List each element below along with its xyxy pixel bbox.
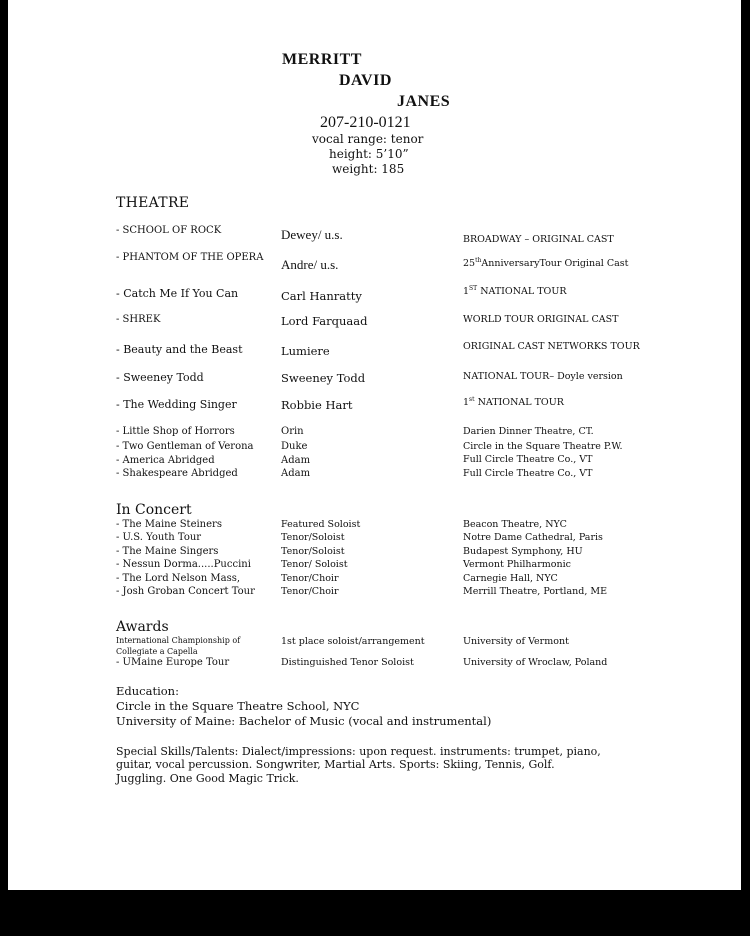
concert-venue: Beacon Theatre, NYC (463, 519, 567, 530)
height: height: 5’10” (329, 147, 409, 161)
theatre-role: Adam (281, 468, 311, 479)
theatre-role: Dewey/ u.s. (281, 227, 343, 242)
theatre-venue: WORLD TOUR ORIGINAL CAST (463, 314, 619, 325)
concert-venue: Merrill Theatre, Portland, ME (463, 586, 608, 597)
education-line: University of Maine: Bachelor of Music (vocal and instrumental) (116, 714, 492, 728)
concert-venue: Carnegie Hall, NYC (463, 573, 558, 584)
concert-event: - The Maine Steiners (116, 519, 222, 530)
concert-event: - The Lord Nelson Mass, (116, 573, 241, 584)
theatre-show: - Catch Me If You Can (116, 287, 239, 300)
theatre-show: - America Abridged (116, 455, 215, 466)
theatre-show: - Little Shop of Horrors (116, 426, 235, 437)
theatre-role: Lord Farquaad (281, 314, 368, 328)
theatre-show: - The Wedding Singer (116, 398, 237, 411)
award-event: - UMaine Europe Tour (116, 657, 230, 668)
theatre-heading: THEATRE (116, 195, 190, 211)
award-role: Distinguished Tenor Soloist (281, 657, 414, 668)
weight: weight: 185 (332, 162, 405, 176)
theatre-role: Andre/ u.s. (281, 257, 339, 272)
theatre-show: - SCHOOL OF ROCK (116, 225, 222, 236)
concert-event: - Nessun Dorma.....Puccini (116, 559, 251, 570)
award-venue: University of Wroclaw, Poland (463, 657, 608, 668)
resume-page (8, 0, 741, 890)
skills-line: Juggling. One Good Magic Trick. (116, 772, 299, 785)
concert-role: Featured Soloist (281, 519, 361, 530)
concert-role: Tenor/Soloist (281, 546, 345, 557)
concert-heading: In Concert (116, 502, 192, 518)
theatre-show: - SHREK (116, 314, 161, 325)
award-role: 1st place soloist/arrangement (281, 636, 425, 647)
concert-venue: Vermont Philharmonic (463, 559, 571, 570)
award-event: International Championship of Collegiate a Capella (116, 636, 241, 656)
concert-venue: Notre Dame Cathedral, Paris (463, 532, 603, 543)
concert-role: Tenor/Choir (281, 586, 339, 597)
concert-role: Tenor/Soloist (281, 532, 345, 543)
concert-event: - The Maine Singers (116, 546, 219, 557)
theatre-venue: Circle in the Square Theatre P.W. (463, 441, 623, 452)
name-middle: DAVID (339, 72, 392, 89)
theatre-role: Orin (281, 426, 304, 437)
education-heading: Education: (116, 684, 179, 698)
theatre-show: - Beauty and the Beast (116, 343, 243, 356)
theatre-venue: Darien Dinner Theatre, CT. (463, 426, 594, 437)
theatre-role: Robbie Hart (281, 398, 353, 412)
name-last: JANES (397, 93, 451, 110)
theatre-venue: ORIGINAL CAST NETWORKS TOUR (463, 341, 640, 352)
vocal-range: vocal range: tenor (312, 132, 424, 146)
theatre-role: Lumiere (281, 344, 330, 358)
concert-role: Tenor/Choir (281, 573, 339, 584)
name-first: MERRITT (282, 51, 362, 68)
award-venue: University of Vermont (463, 636, 569, 647)
theatre-role: Carl Hanratty (281, 289, 362, 303)
theatre-show: - Sweeney Todd (116, 371, 204, 384)
theatre-venue: NATIONAL TOUR– Doyle version (463, 371, 623, 382)
theatre-venue: 1ST NATIONAL TOUR (463, 285, 567, 298)
skills-line: guitar, vocal percussion. Songwriter, Martial Arts. Sports: Skiing, Tennis, Golf. (116, 758, 555, 771)
theatre-show: - PHANTOM OF THE OPERA (116, 252, 264, 263)
education-line: Circle in the Square Theatre School, NYC (116, 699, 360, 713)
theatre-venue: BROADWAY – ORIGINAL CAST (463, 234, 614, 245)
awards-heading: Awards (116, 619, 169, 635)
theatre-role: Duke (281, 441, 308, 452)
theatre-venue: Full Circle Theatre Co., VT (463, 468, 593, 479)
theatre-role: Sweeney Todd (281, 371, 366, 385)
theatre-venue: Full Circle Theatre Co., VT (463, 454, 593, 465)
phone-number: 207-210-0121 (320, 114, 411, 131)
skills-line: Special Skills/Talents: Dialect/impressions: upon request. instruments: trumpet, piano, (116, 745, 601, 758)
theatre-venue: 1st NATIONAL TOUR (463, 396, 564, 409)
concert-event: - Josh Groban Concert Tour (116, 586, 255, 597)
theatre-show: - Shakespeare Abridged (116, 468, 238, 479)
theatre-venue: 25thAnniversaryTour Original Cast (463, 257, 629, 270)
concert-role: Tenor/ Soloist (281, 559, 348, 570)
theatre-role: Adam (281, 455, 311, 466)
concert-event: - U.S. Youth Tour (116, 532, 202, 543)
theatre-show: - Two Gentleman of Verona (116, 441, 254, 452)
concert-venue: Budapest Symphony, HU (463, 546, 583, 557)
